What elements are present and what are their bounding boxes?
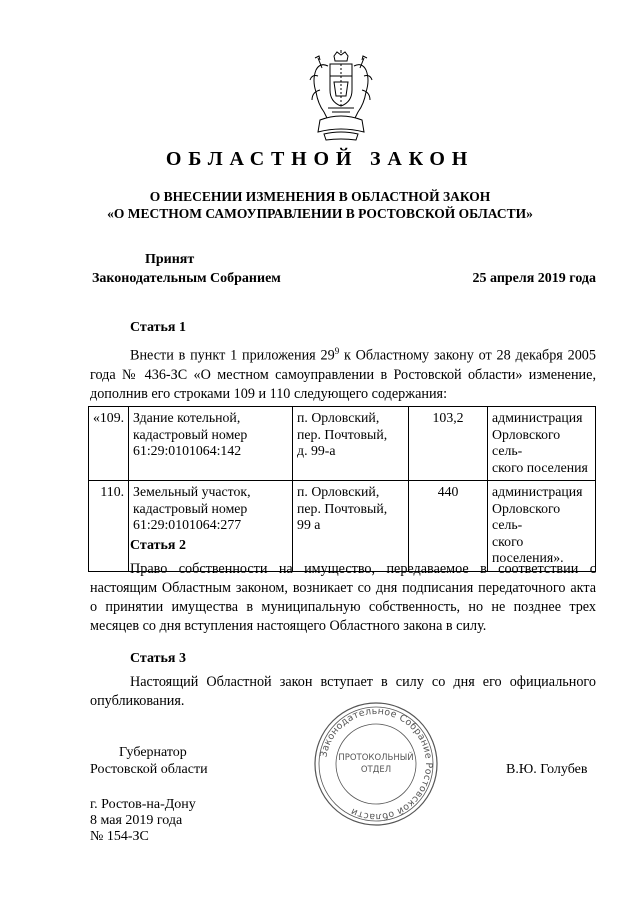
- row-number: 110.: [89, 481, 129, 572]
- article-3-text: Настоящий Областной закон вступает в силу со дня его официального опубликования.: [90, 674, 596, 709]
- signer-title: Губернатор: [119, 745, 187, 760]
- owner-cell: [488, 407, 596, 481]
- article-2-text: Право собственности на имущество, передаваемое в соответствии с настоящим Областным законом, возникает со дня подписания передаточного акта о принятии имущества в муниципальную собственность, но не позднее трех месяцев со дня вступления настоящего Областного закона в силу.: [90, 561, 596, 634]
- area-cell: 440: [409, 481, 488, 572]
- cell-line: ского поселения: [492, 459, 588, 475]
- cell-line: кадастровый номер: [133, 500, 248, 516]
- cell-line: Здание котельной,: [133, 410, 241, 425]
- cell-line: ского поселения».: [492, 533, 564, 565]
- place-city: г. Ростов-на-Дону: [90, 797, 196, 812]
- cell-line: д. 99-а: [297, 443, 336, 458]
- cell-line: пер. Почтовый,: [297, 426, 388, 442]
- cell-line: Орловского сель-: [492, 500, 561, 532]
- official-stamp-icon: [312, 700, 440, 828]
- cell-line: Земельный участок,: [133, 484, 251, 499]
- accepted-label: Принят: [145, 252, 195, 267]
- stamp-ring-text: Законодательное Собрание Ростовской области: [318, 705, 435, 823]
- cell-line: Орловского сель-: [492, 426, 561, 458]
- cell-line: администрация: [492, 484, 583, 499]
- article-2-heading: Статья 2: [130, 538, 186, 553]
- cell-line: 99 а: [297, 517, 321, 532]
- article-1-text-part: Внести в пункт 1 приложения 29: [130, 347, 335, 364]
- stamp-center-line: ПРОТОКОЛЬНЫЙ: [338, 753, 414, 763]
- article-1-text-part: к Областному закону от 28 декабря 2005 года № 436-ЗС «О местном самоуправлении в Ростовской области» изменение, дополнив его строками 109 и 110 следующего содержания:: [90, 347, 596, 402]
- subtitle-line: «О МЕСТНОМ САМОУПРАВЛЕНИИ В РОСТОВСКОЙ ОБЛАСТИ»: [107, 206, 533, 221]
- signer-region: Ростовской области: [90, 762, 208, 777]
- coat-of-arms-icon: [306, 50, 376, 142]
- article-1-heading: Статья 1: [130, 320, 186, 335]
- area-cell: 103,2: [409, 407, 488, 481]
- cell-line: пер. Почтовый,: [297, 500, 388, 516]
- stamp-center-line: ОТДЕЛ: [360, 765, 392, 775]
- article-3-heading: Статья 3: [130, 651, 186, 666]
- subtitle-line: О ВНЕСЕНИИ ИЗМЕНЕНИЯ В ОБЛАСТНОЙ ЗАКОН: [149, 189, 491, 204]
- object-cell: [129, 407, 293, 481]
- owner-cell: [488, 481, 596, 572]
- document-title: ОБЛАСТНОЙ ЗАКОН: [165, 148, 475, 170]
- object-cell: [129, 481, 293, 572]
- address-cell: [293, 481, 409, 572]
- article-1-superscript: 9: [334, 346, 340, 356]
- cell-line: 61:29:0101064:277: [133, 517, 242, 532]
- cell-line: 61:29:0101064:142: [133, 443, 242, 458]
- place-date-block: [90, 797, 196, 845]
- cell-line: кадастровый номер: [133, 426, 248, 442]
- article-1-text: [90, 342, 596, 404]
- accepted-date: 25 апреля 2019 года: [472, 271, 596, 286]
- signer-name: В.Ю. Голубев: [506, 762, 588, 777]
- cell-line: администрация: [492, 410, 583, 425]
- cell-line: п. Орловский,: [297, 410, 380, 425]
- address-cell: [293, 407, 409, 481]
- document-subtitle: [0, 188, 640, 222]
- table-row: [89, 407, 596, 481]
- document-number: № 154-ЗС: [90, 829, 149, 844]
- table-row: [89, 481, 596, 572]
- cell-line: п. Орловский,: [297, 484, 380, 499]
- row-number: «109.: [89, 407, 129, 481]
- place-date: 8 мая 2019 года: [90, 813, 183, 828]
- accepted-by: Законодательным Собранием: [92, 271, 281, 286]
